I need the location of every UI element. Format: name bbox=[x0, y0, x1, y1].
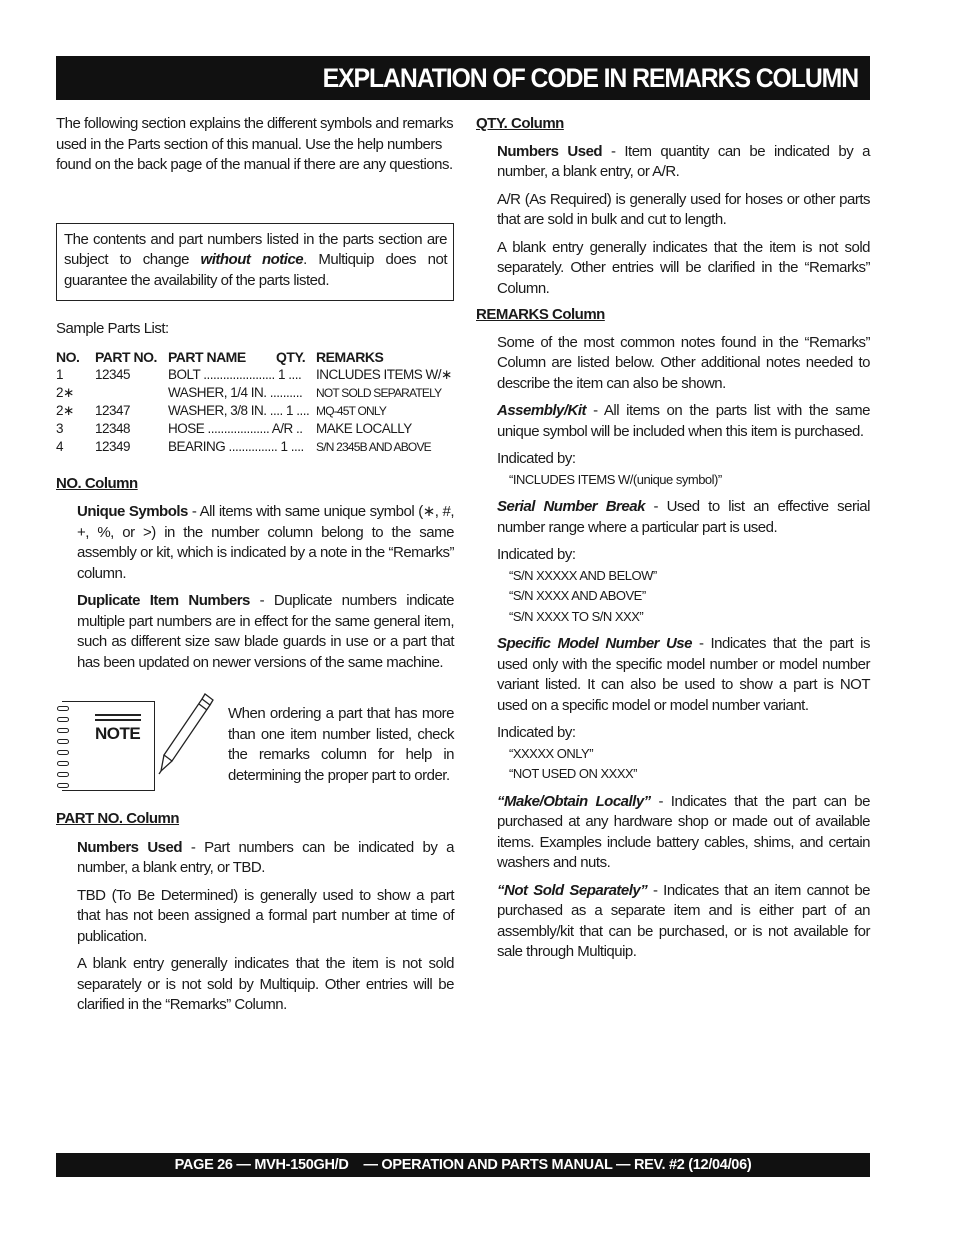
duplicate-numbers-paragraph bbox=[56, 591, 454, 673]
unique-symbols-text: - All items with same unique symbol (∗, #, +, %, or >) in the number column belong to the same assembly or kit, which is indicated by a note in the “Remarks” column. bbox=[77, 503, 454, 582]
model-number-label: Specific Model Number Use bbox=[497, 635, 692, 652]
remarks-intro: Some of the most common notes found in the “Remarks” Column are listed below. Other additional notes needed to describe the item can also be shown. bbox=[497, 333, 870, 392]
row-remark: MAKE LOCALLY bbox=[316, 420, 412, 436]
assembly-kit-paragraph bbox=[476, 401, 870, 442]
example-line: “NOT USED ON XXXX” bbox=[509, 766, 638, 781]
right-column bbox=[476, 114, 870, 963]
notice-emphasis: without notice bbox=[200, 251, 304, 268]
indicated-by-label: Indicated by: bbox=[497, 724, 576, 741]
row-part-name: WASHER, 3/8 IN. .... 1 .... bbox=[168, 402, 310, 418]
serial-break-label: Serial Number Break bbox=[497, 498, 645, 515]
part-blank-paragraph: A blank entry generally indicates that the item is not sold separately or is not sold by Multiquip. Other entries will be clarified in the “Remarks” Column. bbox=[77, 955, 454, 1013]
example-line: “S/N XXXXX AND BELOW” bbox=[509, 567, 657, 583]
note-label: NOTE bbox=[95, 724, 141, 743]
header-no: NO. bbox=[56, 348, 80, 365]
page-title: EXPLANATION OF CODE IN REMARKS COLUMN bbox=[322, 62, 858, 93]
row-part-name: BEARING ............... 1 .... bbox=[168, 438, 304, 454]
assembly-kit-label: Assembly/Kit bbox=[497, 402, 587, 419]
page-footer: PAGE 26 — MVH-150GH/D — OPERATION AND PARTS MANUAL — REV. #2 (12/04/06) bbox=[56, 1153, 870, 1177]
model-number-text: - Indicates that the part is used only with the specific model number or model number variant listed. It can also be used to show a part is NOT used on a specific model or model number variant. bbox=[497, 635, 870, 714]
left-column bbox=[56, 114, 454, 1016]
part-numbers-used-text: - Part numbers can be indicated by a number, a blank entry, or TBD. bbox=[77, 838, 454, 876]
header-remarks: REMARKS bbox=[316, 348, 384, 365]
table-row bbox=[56, 420, 454, 438]
note-text: When ordering a part that has more than one item number listed, check the remarks column for help in determining the proper part to order. bbox=[228, 705, 454, 784]
row-no: 3 bbox=[56, 420, 64, 436]
make-locally-label: “Make/Obtain Locally” bbox=[497, 792, 651, 810]
duplicate-numbers-text: - Duplicate numbers indicate multiple part numbers are in effect for the same general item, such as different size saw blade guards in use or a part that has been updated on newer versions of the same machine. bbox=[77, 592, 454, 671]
notepad-icon bbox=[62, 701, 155, 791]
no-column-heading: NO. Column bbox=[56, 474, 138, 492]
part-numbers-used-label: Numbers Used bbox=[77, 838, 183, 856]
row-part-no: 12345 bbox=[95, 366, 131, 382]
row-remark: NOT SOLD SEPARATELY bbox=[316, 385, 442, 400]
table-row bbox=[56, 402, 454, 420]
header-part-name: PART NAME bbox=[168, 348, 246, 365]
example-line: “INCLUDES ITEMS W/(unique symbol)” bbox=[509, 471, 722, 487]
indicated-by-label: Indicated by: bbox=[497, 450, 576, 467]
note-callout bbox=[56, 701, 454, 797]
pencil-icon bbox=[156, 693, 216, 777]
intro-paragraph: The following section explains the different symbols and remarks used in the Parts section of this manual. Use the help numbers found on the back page of the manual if there are any questions. bbox=[56, 115, 454, 173]
notice-text-start: The contents and part numbers listed in the parts section are subject to change bbox=[64, 230, 447, 268]
tbd-paragraph: TBD (To Be Determined) is generally used to show a part that has not been assigned a formal part number at time of publication. bbox=[77, 886, 454, 945]
row-part-no: 12349 bbox=[95, 438, 131, 454]
assembly-kit-text: - All items on the parts list with the same unique symbol will be included when this item is purchased. bbox=[497, 402, 870, 440]
row-part-no bbox=[95, 384, 168, 402]
serial-break-paragraph bbox=[476, 497, 870, 538]
serial-break-text: - Used to list an effective serial number range where a particular part is used. bbox=[497, 498, 870, 536]
notice-box bbox=[56, 223, 454, 302]
make-locally-paragraph bbox=[476, 792, 870, 874]
indicated-by-label: Indicated by: bbox=[497, 546, 576, 563]
row-no: 1 bbox=[56, 366, 64, 382]
row-part-name: BOLT ...................... 1 .... bbox=[168, 366, 302, 382]
make-locally-text: - Indicates that the part can be purchased at any hardware shop or made out of available items. Examples include battery cables, shims, and certain washers and nuts. bbox=[497, 792, 870, 871]
qty-numbers-used-label: Numbers Used bbox=[497, 142, 603, 160]
example-line: “S/N XXXX AND ABOVE” bbox=[509, 588, 646, 603]
table-row bbox=[56, 384, 454, 402]
example-line: “XXXXX ONLY” bbox=[509, 745, 594, 761]
row-part-no: 12347 bbox=[95, 402, 131, 418]
header-qty: QTY. bbox=[276, 348, 306, 365]
row-remark: INCLUDES ITEMS W/∗ bbox=[316, 366, 452, 382]
row-part-no: 12348 bbox=[95, 420, 131, 436]
table-row bbox=[56, 438, 454, 456]
not-sold-separately-paragraph bbox=[476, 881, 870, 963]
sample-table-header bbox=[56, 348, 454, 366]
part-no-column-heading: PART NO. Column bbox=[56, 810, 180, 827]
notice-text-end: . Multiquip does not guarantee the availability of the parts listed. bbox=[64, 251, 448, 289]
model-number-paragraph bbox=[476, 634, 870, 716]
row-no: 4 bbox=[56, 438, 64, 454]
row-remark: MQ-45T ONLY bbox=[316, 403, 387, 418]
row-remark: S/N 2345B AND ABOVE bbox=[316, 439, 431, 454]
example-line: “S/N XXXX TO S/N XXX” bbox=[509, 608, 644, 624]
row-no: 2∗ bbox=[56, 402, 74, 418]
duplicate-numbers-label: Duplicate Item Numbers bbox=[77, 592, 250, 609]
ar-paragraph: A/R (As Required) is generally used for hoses or other parts that are sold in bulk and cut to length. bbox=[497, 190, 870, 228]
sample-parts-table bbox=[56, 348, 454, 456]
sample-parts-label: Sample Parts List: bbox=[56, 320, 169, 337]
title-bar bbox=[56, 56, 870, 100]
qty-numbers-used-paragraph bbox=[476, 142, 870, 183]
not-sold-separately-label: “Not Sold Separately” bbox=[497, 881, 648, 899]
remarks-column-heading: REMARKS Column bbox=[476, 306, 605, 323]
header-part-no: PART NO. bbox=[95, 348, 157, 365]
not-sold-separately-text: - Indicates that an item cannot be purchased as a separate item and is either part of an assembly/kit that can be purchased, or is not available for sale through Multiquip. bbox=[497, 881, 871, 960]
unique-symbols-label: Unique Symbols bbox=[77, 503, 188, 520]
row-part-name: HOSE ................... A/R .. bbox=[168, 420, 303, 436]
qty-column-heading: QTY. Column bbox=[476, 115, 564, 132]
row-part-name: WASHER, 1/4 IN. .......... bbox=[168, 384, 303, 400]
part-numbers-used-paragraph bbox=[56, 838, 454, 879]
qty-numbers-used-text: - Item quantity can be indicated by a number, a blank entry, or A/R. bbox=[497, 142, 870, 180]
unique-symbols-paragraph bbox=[56, 502, 454, 584]
qty-blank-paragraph: A blank entry generally indicates that the item is not sold separately. Other entries will be clarified in the “Remarks” Column. bbox=[497, 238, 870, 297]
row-no: 2∗ bbox=[56, 384, 74, 400]
table-row bbox=[56, 366, 454, 384]
